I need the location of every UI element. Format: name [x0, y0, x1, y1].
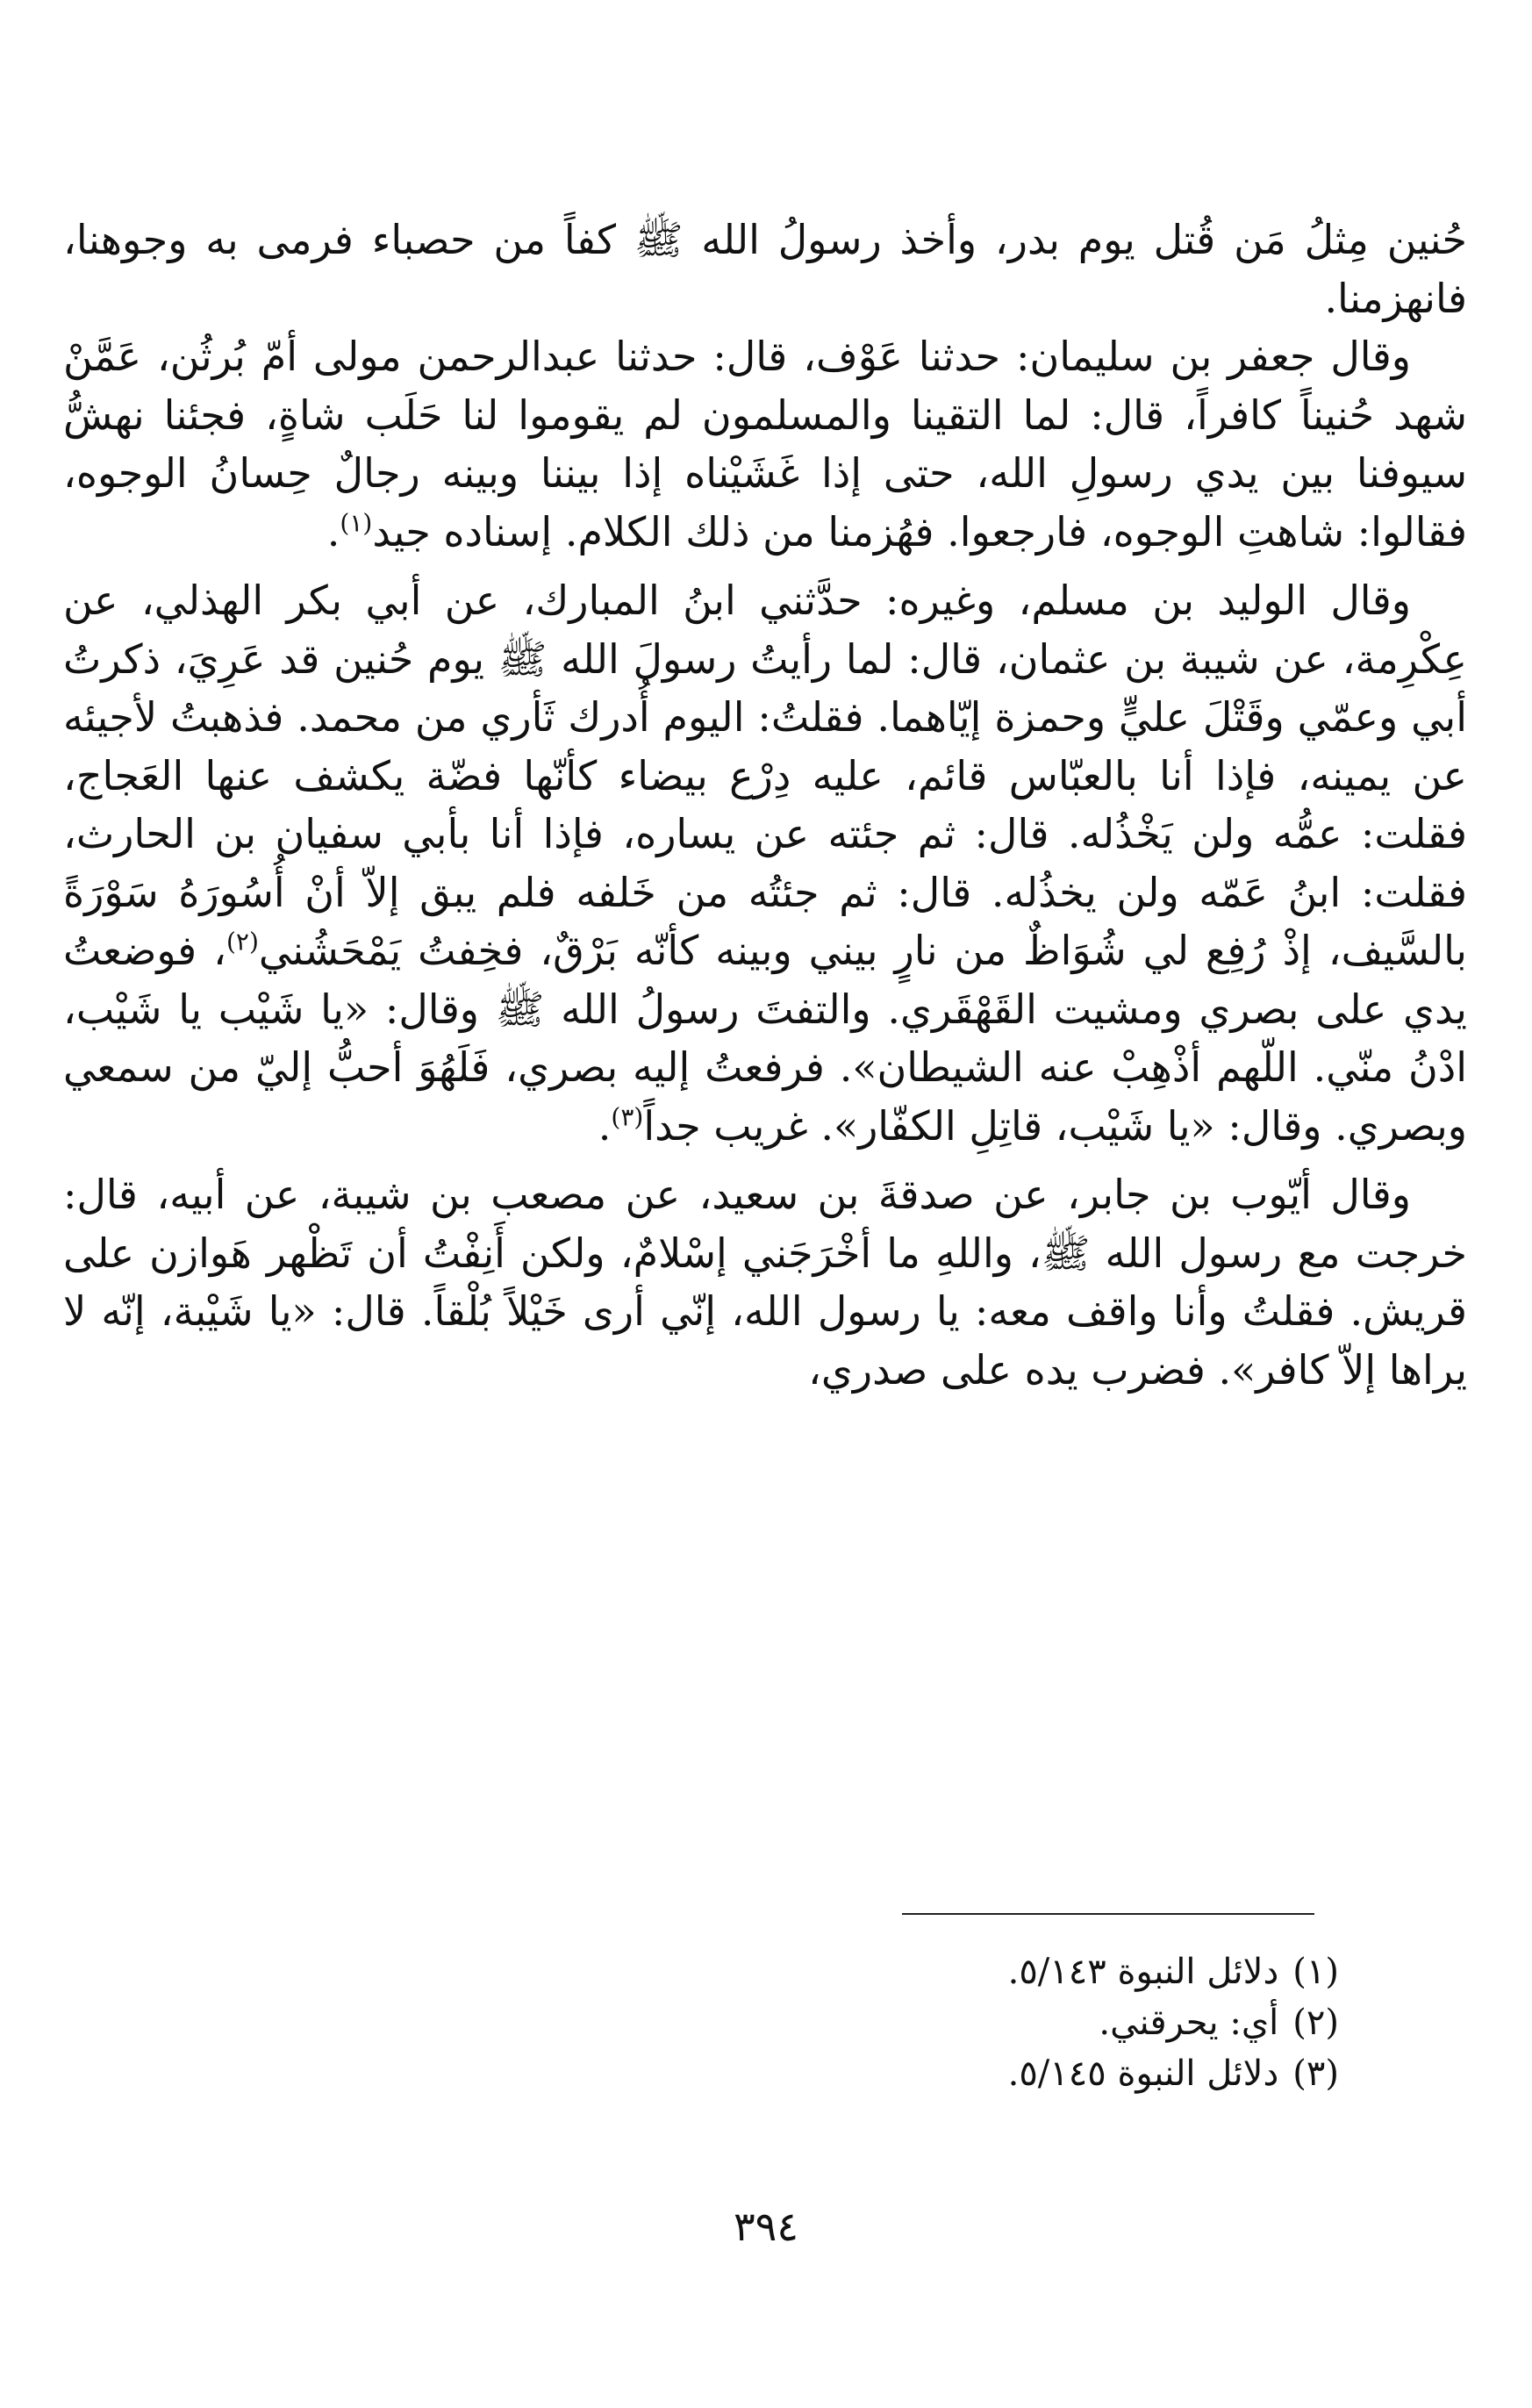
footnote-1-number: (١): [1292, 1952, 1339, 1992]
footnote-1-text: دلائل النبوة ٥/١٤٣.: [1007, 1952, 1279, 1992]
footnote-3-number: (٣): [1292, 2053, 1339, 2094]
paragraph-3: وقال الوليد بن مسلم، وغيره: حدَّثني ابنُ المبارك، عن أبي بكر الهذلي، عن عِكْرِمة، عن شيبة بن عثمان، قال: لما رأيتُ رسولَ الله ﷺ يوم حُنين قد عَرِيَ، ذكرتُ أبي وعمّي وقَتْلَ عليٍّ وحمزة إيّاهما. فقلتُ: اليوم أُدرك ثَأري من محمد. فذهبتُ لأجيئه عن يمينه، فإذا أنا بالعبّاس قائم، عليه دِرْع بيضاء كأنّها فضّة يكشف عنها العَجاج، فقلت: عمُّه ولن يَخْذُله. قال: ثم جئته عن يساره، فإذا أنا بأبي سفيان بن الحارث، فقلت: ابنُ عَمّه ولن يخذُله. قال: ثم جئتُه من خَلفه فلم يبق إلاّ أنْ أُسُورَهُ سَوْرَةً بالسَّيف، إذْ رُفِع لي شُوَاظٌ من نارٍ بيني وبينه كأنّه بَرْقٌ، فخِفتُ يَمْحَشُني$^{(٢)}$، فوضعتُ يدي على بصري ومشيت القَهْقَري. والتفتَ رسولُ الله ﷺ وقال: «يا شَيْب يا شَيْب، ادْنُ منّي. اللّهم أذْهِبْ عنه الشيطان». فرفعتُ إليه بصري، فَلَهُوَ أحبُّ إليّ من سمعي وبصري. وقال: «يا شَيْب، قاتِلِ الكفّار». غريب جداً$^{(٣)}$.: [63, 577, 1467, 1150]
paragraph-3-text-a: وقال الوليد بن مسلم، وغيره: حدَّثني ابنُ المبارك، عن أبي بكر الهذلي، عن عِكْرِمة، عن شيبة بن عثمان، قال: لما رأيتُ رسولَ الله ﷺ يوم حُنين قد عَرِيَ، ذكرتُ أبي وعمّي وقَتْلَ عليٍّ وحمزة إيّاهما. فقلتُ: اليوم أُدرك ثَأري من محمد. فذهبتُ لأجيئه عن يمينه، فإذا أنا بالعبّاس قائم، عليه دِرْع بيضاء كأنّها فضّة يكشف عنها العَجاج، فقلت: عمُّه ولن يَخْذُله. قال: ثم جئته عن يساره، فإذا أنا بأبي سفيان بن الحارث، فقلت: ابنُ عَمّه ولن يخذُله. قال: ثم جئتُه من خَلفه فلم يبق إلاّ أنْ أُسُورَهُ سَوْرَةً بالسَّيف، إذْ رُفِع لي شُوَاظٌ من نارٍ بيني وبينه كأنّه بَرْقٌ، فخِفتُ يَمْحَشُني: [63, 577, 1467, 974]
footnote-3-text: دلائل النبوة ٥/١٤٥.: [1007, 2053, 1279, 2094]
paragraph-4: [63, 1165, 1467, 1399]
footnotes: [549, 1946, 1339, 2099]
footnote-mark-1: (١): [340, 508, 373, 538]
paragraph-1-text: حُنين مِثلُ مَن قُتل يوم بدر، وأخذ رسولُ الله ﷺ كفاً من حصباء فرمى به وجوهنا، فانهزمنا.: [63, 216, 1467, 322]
footnote-2-number: (٢): [1292, 2003, 1339, 2043]
footnote-mark-2: (٢): [226, 927, 259, 957]
paragraph-2-text: وقال جعفر بن سليمان: حدثنا عَوْف، قال: حدثنا عبدالرحمن مولى أمّ بُرثُن، عَمَّنْ شهد حُنيناً كافراً، قال: لما التقينا والمسلمون لم يقوموا لنا حَلَب شاةٍ، فجئنا نهشُّ سيوفنا بين يدي رسولِ الله، حتى إذا غَشَيْناه إذا بيننا وبينه رجالٌ حِسانُ الوجوه، فقالوا: شاهتِ الوجوه، فارجعوا. فهُزمنا من ذلك الكلام. إسناده جيد: [63, 333, 1467, 555]
paragraph-3-text-b: ، فوضعتُ يدي على بصري ومشيت القَهْقَري. والتفتَ رسولُ الله ﷺ وقال: «يا شَيْب يا شَيْب، ادْنُ منّي. اللّهم أذْهِبْ عنه الشيطان». فرفعتُ إليه بصري، فَلَهُوَ أحبُّ إليّ من سمعي وبصري. وقال: «يا شَيْب، قاتِلِ الكفّار». غريب جداً: [63, 927, 1467, 1150]
page-number: ٣٩٤: [733, 2203, 799, 2250]
main-text: [63, 211, 1467, 1399]
paragraph-1: [63, 211, 1467, 327]
footnote-divider: [902, 1913, 1314, 1915]
paragraph-4-text: وقال أيّوب بن جابر، عن صدقةَ بن سعيد، عن مصعب بن شيبة، عن أبيه، قال: خرجت مع رسول الله ﷺ، واللهِ ما أخْرَجَني إسْلامٌ، ولكن أَنِفْتُ أن تَظْهر هَوازن على قريش. فقلتُ وأنا واقف معه: يا رسول الله، إنّي أرى خَيْلاً بُلْقاً. قال: «يا شَيْبة، إنّه لا يراها إلاّ كافر». فضرب يده على صدري،: [63, 1171, 1467, 1394]
footnote-mark-3: (٣): [611, 1102, 644, 1132]
footnote-3: [549, 2048, 1339, 2099]
footnote-1: [549, 1946, 1339, 1997]
footnote-2: [549, 1997, 1339, 2048]
footnote-2-text: أي: يحرقني.: [1099, 2003, 1279, 2043]
paragraph-2: وقال جعفر بن سليمان: حدثنا عَوْف، قال: حدثنا عبدالرحمن مولى أمّ بُرثُن، عَمَّنْ شهد حُنيناً كافراً، قال: لما التقينا والمسلمون لم يقوموا لنا حَلَب شاةٍ، فجئنا نهشُّ سيوفنا بين يدي رسولِ الله، حتى إذا غَشَيْناه إذا بيننا وبينه رجالٌ حِسانُ الوجوه، فقالوا: شاهتِ الوجوه، فارجعوا. فهُزمنا من ذلك الكلام. إسناده جيد$^{(١)}$.: [63, 333, 1467, 555]
